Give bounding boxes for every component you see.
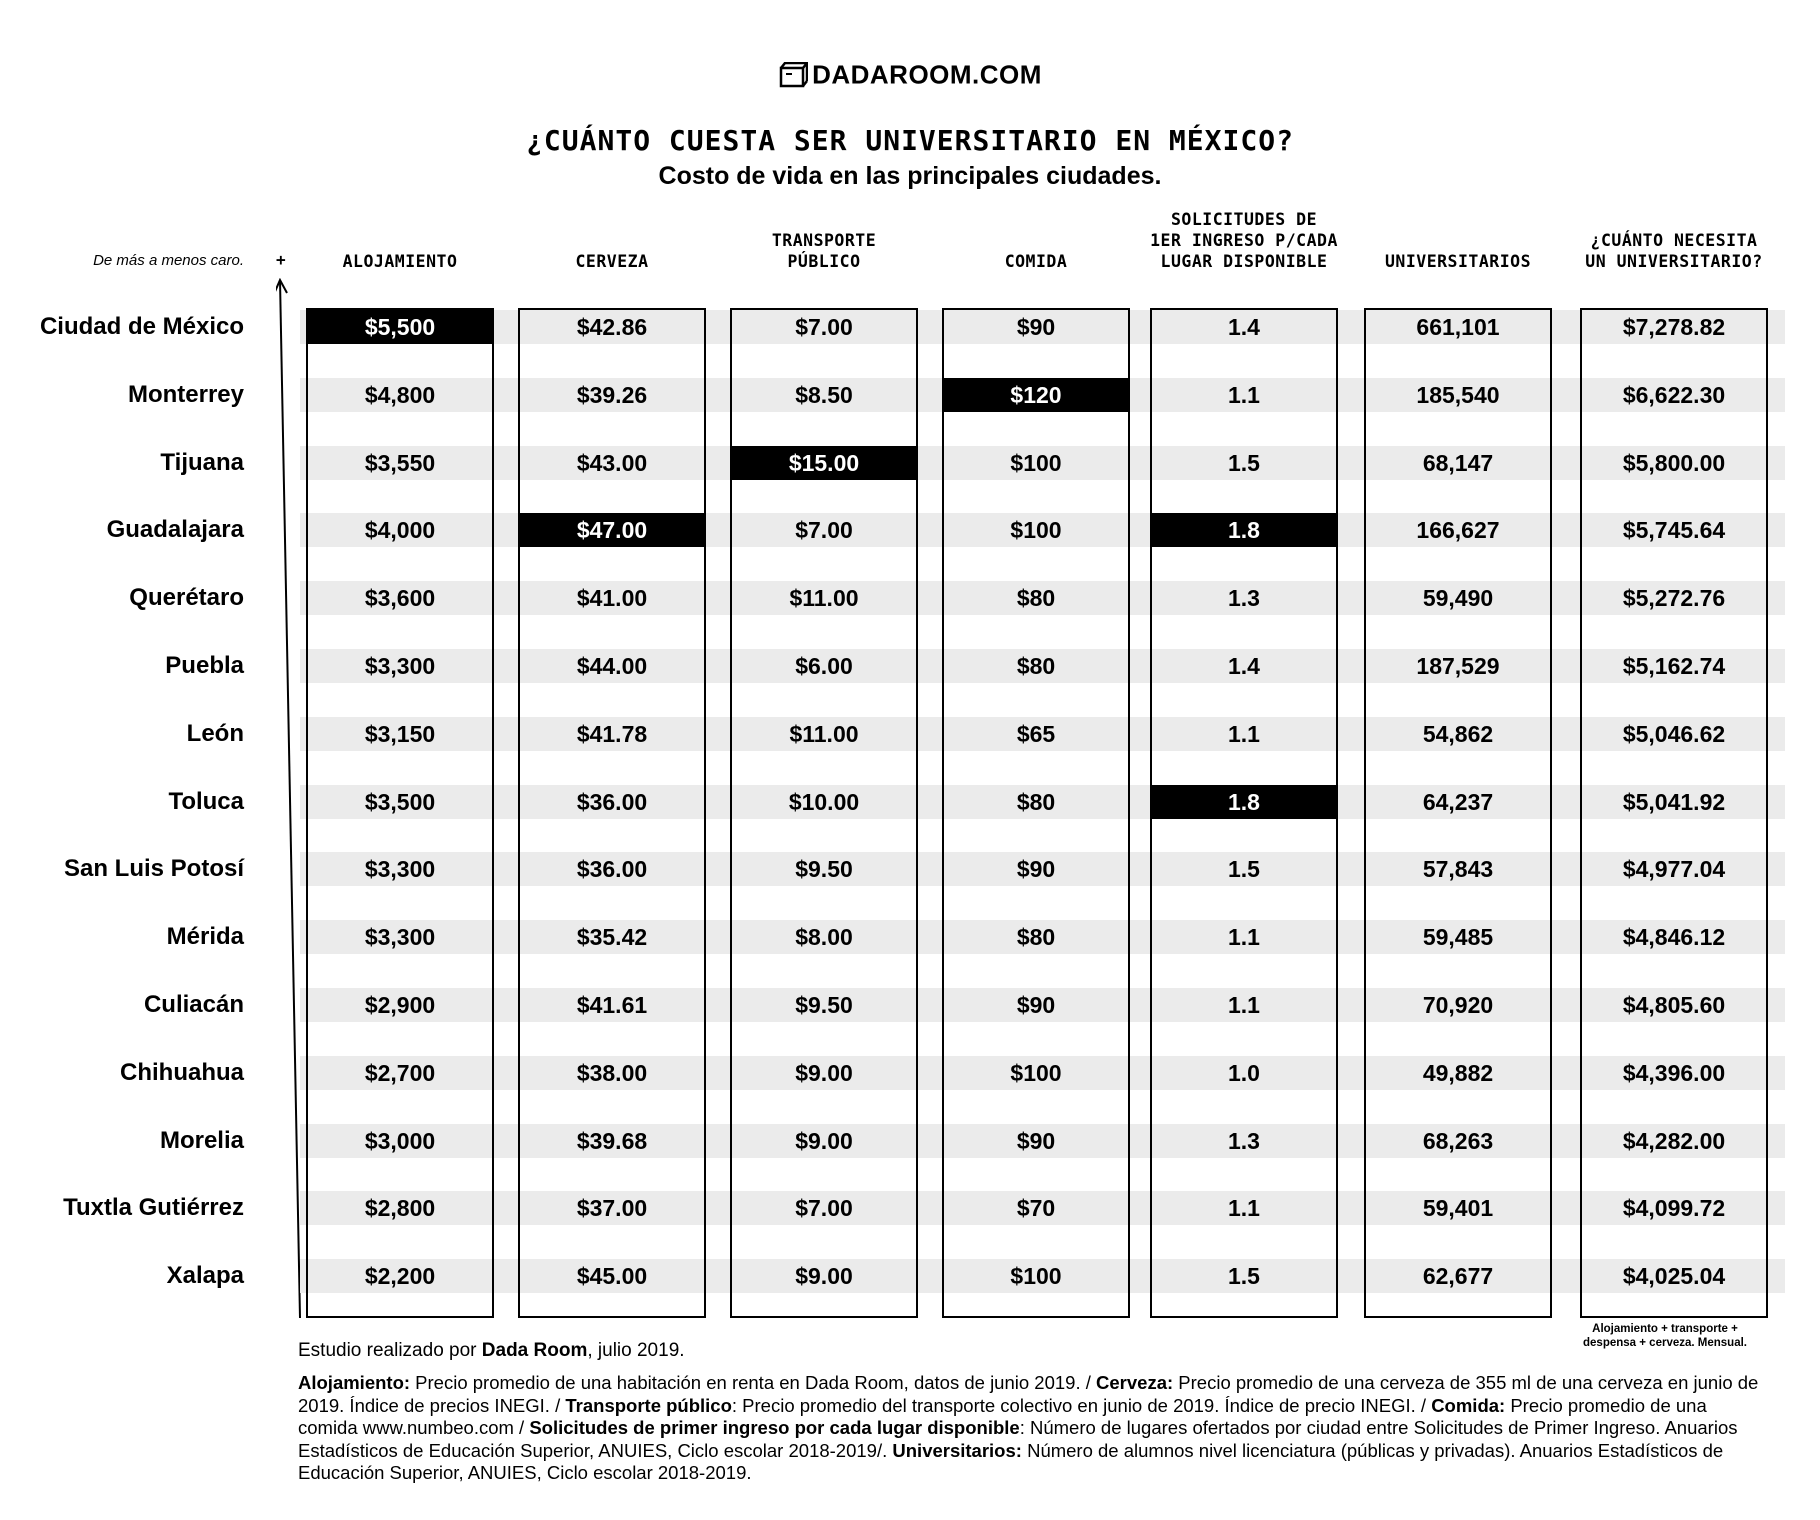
table-cell-cerveza: $41.61 bbox=[576, 992, 648, 1018]
table-cell-cerveza: $37.00 bbox=[576, 1195, 648, 1222]
table-cell-necesita: $6,622.30 bbox=[1622, 381, 1726, 408]
city-label: Ciudad de México bbox=[39, 313, 244, 340]
table-cell-transporte: $10.00 bbox=[788, 788, 860, 815]
table-cell-alojamiento: $3,500 bbox=[364, 788, 436, 815]
table-cell-universitarios: 62,677 bbox=[1422, 1263, 1494, 1290]
table-cell-comida: $90 bbox=[1016, 992, 1056, 1018]
table-cell-transporte: $11.00 bbox=[789, 585, 859, 612]
table-cell-alojamiento: $3,300 bbox=[364, 924, 436, 951]
table-cell-cerveza: $36.00 bbox=[576, 788, 648, 815]
table-cell-alojamiento: $3,300 bbox=[364, 856, 436, 883]
table-cell-solicitudes: 1.5 bbox=[1228, 1263, 1260, 1290]
table-cell-universitarios: 59,490 bbox=[1422, 585, 1494, 612]
table-cell-cerveza: $42.86 bbox=[576, 314, 648, 340]
table-cell-transporte: $8.50 bbox=[795, 381, 853, 408]
table-cell-necesita: $5,800.00 bbox=[1622, 449, 1726, 476]
table-cell-transporte: $7.00 bbox=[795, 1195, 853, 1222]
table-cell-universitarios: 187,529 bbox=[1416, 653, 1500, 679]
column-outline-necesita bbox=[1580, 308, 1768, 1318]
table-cell-cerveza: $38.00 bbox=[576, 1059, 648, 1086]
note-term: Alojamiento: bbox=[298, 1372, 411, 1393]
sum-footnote: Alojamiento + transporte + despensa + cerveza. Mensual. bbox=[1583, 1323, 1747, 1349]
city-label: Chihuahua bbox=[120, 1058, 244, 1086]
city-label: Querétaro bbox=[129, 584, 244, 612]
table-cell-cerveza: $36.00 bbox=[576, 856, 648, 883]
table-cell-necesita: $5,162.74 bbox=[1622, 653, 1726, 679]
table-cell-comida-highlight: $120 bbox=[944, 378, 1128, 412]
table-cell-cerveza: $43.00 bbox=[576, 449, 648, 476]
table-cell-alojamiento-highlight: $5,500 bbox=[308, 310, 492, 344]
note-text: Precio promedio de una cerveza de 355 ml de una cerveza en junio de 2019. Índice de precios INEGI. / bbox=[298, 1372, 1759, 1416]
table-cell-comida: $100 bbox=[1010, 1059, 1062, 1086]
table-cell-alojamiento: $3,600 bbox=[364, 585, 436, 612]
note-text: : Número de lugares ofertados por ciudad entre Solicitudes de Primer Ingreso. Anuarios Estadísticos de Educación Superior, ANUIES, Ciclo escolar 2018-2019/. bbox=[298, 1417, 1738, 1461]
table-cell-cerveza: $44.00 bbox=[576, 653, 648, 679]
table-cell-necesita: $5,041.92 bbox=[1622, 788, 1726, 815]
table-cell-alojamiento: $2,800 bbox=[364, 1195, 436, 1222]
column-header-necesita bbox=[1552, 230, 1796, 272]
table-cell-transporte-highlight: $15.00 bbox=[732, 446, 916, 480]
city-label: San Luis Potosí bbox=[63, 855, 244, 883]
table-cell-transporte: $11.00 bbox=[789, 720, 859, 747]
note-text: Precio promedio de una comida www.numbeo.com / bbox=[298, 1394, 1707, 1438]
table-cell-universitarios: 64,237 bbox=[1422, 788, 1494, 815]
credit-suffix: , julio 2019. bbox=[587, 1340, 685, 1361]
table-cell-alojamiento: $2,200 bbox=[364, 1263, 436, 1290]
column-header-universitarios bbox=[1336, 251, 1580, 272]
order-plus-sign: + bbox=[276, 250, 286, 269]
column-outline-solicitudes bbox=[1150, 308, 1338, 1318]
table-cell-solicitudes: 1.1 bbox=[1228, 381, 1260, 408]
table-cell-solicitudes: 1.1 bbox=[1228, 720, 1260, 747]
table-cell-universitarios: 57,843 bbox=[1422, 856, 1494, 883]
table-cell-solicitudes: 1.4 bbox=[1228, 653, 1260, 679]
table-cell-necesita: $4,396.00 bbox=[1622, 1059, 1726, 1086]
note-term: Universitarios: bbox=[892, 1439, 1022, 1461]
table-cell-necesita: $7,278.82 bbox=[1622, 314, 1726, 340]
table-cell-transporte: $7.00 bbox=[795, 517, 853, 544]
note-term: Transporte público bbox=[565, 1394, 732, 1416]
table-cell-comida: $80 bbox=[1016, 653, 1056, 679]
table-cell-transporte: $8.00 bbox=[795, 924, 853, 951]
column-header-text: ¿CUÁNTO NECESITA UN UNIVERSITARIO? bbox=[1585, 231, 1763, 271]
table-cell-solicitudes-highlight: 1.8 bbox=[1152, 513, 1336, 547]
table-cell-solicitudes: 1.5 bbox=[1228, 449, 1260, 476]
table-cell-cerveza: $39.68 bbox=[576, 1127, 648, 1154]
table-cell-cerveza: $39.26 bbox=[576, 381, 648, 408]
study-credit bbox=[298, 1340, 685, 1362]
note-term: Comida: bbox=[1431, 1394, 1506, 1416]
table-cell-alojamiento: $3,000 bbox=[364, 1127, 436, 1154]
table-cell-necesita: $4,282.00 bbox=[1622, 1127, 1726, 1154]
table-cell-cerveza-highlight: $47.00 bbox=[520, 513, 704, 547]
table-cell-universitarios: 70,920 bbox=[1422, 992, 1494, 1018]
table-cell-cerveza: $41.78 bbox=[576, 720, 648, 747]
city-label: Puebla bbox=[165, 652, 244, 679]
brand-name: DADAROOM.COM bbox=[812, 59, 1042, 90]
order-note: De más a menos caro. bbox=[93, 252, 244, 269]
table-cell-necesita: $4,846.12 bbox=[1622, 924, 1726, 951]
city-label: León bbox=[186, 719, 244, 747]
table-cell-universitarios: 54,862 bbox=[1422, 720, 1494, 747]
city-label: Culiacán bbox=[143, 991, 244, 1018]
table-cell-alojamiento: $3,550 bbox=[364, 449, 436, 476]
table-cell-necesita: $5,745.64 bbox=[1622, 517, 1726, 544]
column-outline-alojamiento bbox=[306, 308, 494, 1318]
note-text: Precio promedio de una habitación en renta en Dada Room, datos de junio 2019. / bbox=[410, 1372, 1097, 1393]
table-cell-alojamiento: $3,150 bbox=[364, 720, 436, 747]
table-cell-solicitudes: 1.4 bbox=[1228, 314, 1260, 340]
table-cell-comida: $100 bbox=[1010, 517, 1062, 544]
table-cell-alojamiento: $4,000 bbox=[364, 517, 436, 544]
table-cell-transporte: $9.00 bbox=[795, 1127, 853, 1154]
city-label: Mérida bbox=[166, 923, 244, 951]
note-term: Cerveza: bbox=[1096, 1372, 1174, 1393]
city-label: Toluca bbox=[168, 787, 244, 815]
column-outline-universitarios bbox=[1364, 308, 1552, 1318]
column-outline-cerveza bbox=[518, 308, 706, 1318]
table-cell-solicitudes: 1.1 bbox=[1228, 1195, 1260, 1222]
city-label: Xalapa bbox=[166, 1262, 244, 1290]
table-cell-comida: $90 bbox=[1016, 1127, 1056, 1154]
column-header-text: CERVEZA bbox=[575, 252, 649, 271]
table-cell-comida: $90 bbox=[1016, 856, 1056, 883]
column-header-transporte bbox=[702, 230, 946, 272]
table-cell-universitarios: 185,540 bbox=[1416, 381, 1500, 408]
table-cell-comida: $80 bbox=[1016, 788, 1056, 815]
table-cell-cerveza: $45.00 bbox=[576, 1263, 648, 1290]
table-cell-solicitudes-highlight: 1.8 bbox=[1152, 785, 1336, 819]
credit-prefix: Estudio realizado por bbox=[298, 1340, 482, 1361]
table-cell-necesita: $4,099.72 bbox=[1622, 1195, 1726, 1222]
table-cell-universitarios: 166,627 bbox=[1416, 517, 1500, 544]
note-text: Número de alumnos nivel licenciatura (públicas y privadas). Anuarios Estadísticos de Educación Superior, ANUIES, Ciclo escolar 2018-2019. bbox=[298, 1439, 1724, 1483]
table-cell-solicitudes: 1.0 bbox=[1228, 1059, 1260, 1086]
city-label: Monterrey bbox=[127, 380, 244, 408]
table-cell-transporte: $7.00 bbox=[795, 314, 853, 340]
table-cell-universitarios: 49,882 bbox=[1422, 1059, 1494, 1086]
note-term: Solicitudes de primer ingreso por cada lugar disponible bbox=[529, 1417, 1020, 1438]
table-cell-comida: $70 bbox=[1016, 1195, 1056, 1222]
table-cell-necesita: $5,272.76 bbox=[1622, 585, 1726, 612]
table-cell-cerveza: $35.42 bbox=[576, 924, 648, 951]
table-cell-cerveza: $41.00 bbox=[576, 585, 648, 612]
table-cell-necesita: $4,025.04 bbox=[1622, 1263, 1726, 1290]
table-cell-comida: $100 bbox=[1010, 1263, 1062, 1290]
page-subtitle: Costo de vida en las principales ciudades. bbox=[658, 162, 1162, 190]
table-cell-transporte: $9.50 bbox=[795, 992, 853, 1018]
table-cell-comida: $80 bbox=[1016, 585, 1056, 612]
city-label: Tuxtla Gutiérrez bbox=[63, 1194, 244, 1222]
table-cell-solicitudes: 1.1 bbox=[1228, 992, 1260, 1018]
table-cell-alojamiento: $3,300 bbox=[364, 653, 436, 679]
table-cell-solicitudes: 1.5 bbox=[1228, 856, 1260, 883]
city-label: Guadalajara bbox=[106, 516, 244, 544]
column-outline-comida bbox=[942, 308, 1130, 1318]
box-logo-icon bbox=[778, 62, 808, 88]
table-cell-comida: $65 bbox=[1016, 720, 1056, 747]
column-header-alojamiento bbox=[278, 251, 522, 272]
credit-author: Dada Room bbox=[481, 1340, 588, 1361]
city-label: Tijuana bbox=[160, 448, 244, 476]
table-cell-transporte: $9.50 bbox=[795, 856, 853, 883]
table-cell-necesita: $4,977.04 bbox=[1622, 856, 1726, 883]
column-header-text: COMIDA bbox=[1004, 252, 1068, 271]
table-cell-universitarios: 68,263 bbox=[1422, 1127, 1494, 1154]
table-cell-alojamiento: $2,900 bbox=[364, 992, 436, 1018]
table-cell-universitarios: 59,485 bbox=[1422, 924, 1494, 951]
table-cell-transporte: $6.00 bbox=[795, 653, 853, 679]
note-text: : Precio promedio del transporte colectivo en junio de 2019. Índice de precio INEGI. / bbox=[731, 1394, 1432, 1416]
table-cell-necesita: $4,805.60 bbox=[1622, 992, 1726, 1018]
table-cell-solicitudes: 1.3 bbox=[1228, 1127, 1260, 1154]
city-label: Morelia bbox=[159, 1126, 244, 1154]
table-cell-transporte: $9.00 bbox=[795, 1263, 853, 1290]
table-cell-universitarios: 59,401 bbox=[1422, 1195, 1494, 1222]
table-cell-comida: $90 bbox=[1016, 314, 1056, 340]
column-header-text: UNIVERSITARIOS bbox=[1384, 252, 1532, 271]
column-header-cerveza bbox=[490, 251, 734, 272]
table-cell-transporte: $9.00 bbox=[795, 1059, 853, 1086]
table-cell-universitarios: 68,147 bbox=[1422, 449, 1494, 476]
column-header-text: TRANSPORTE PÚBLICO bbox=[771, 231, 877, 271]
table-cell-necesita: $5,046.62 bbox=[1622, 720, 1726, 747]
table-cell-alojamiento: $2,700 bbox=[364, 1059, 436, 1086]
column-header-text: SOLICITUDES DE 1ER INGRESO P/CADA LUGAR DISPONIBLE bbox=[1150, 210, 1338, 271]
table-cell-comida: $100 bbox=[1010, 449, 1062, 476]
table-cell-solicitudes: 1.3 bbox=[1228, 585, 1260, 612]
column-outline-transporte bbox=[730, 308, 918, 1318]
methodology-notes bbox=[298, 1372, 1768, 1485]
table-cell-comida: $80 bbox=[1016, 924, 1056, 951]
table-cell-solicitudes: 1.1 bbox=[1228, 924, 1260, 951]
column-header-text: ALOJAMIENTO bbox=[342, 252, 458, 271]
page-title: ¿CUÁNTO CUESTA SER UNIVERSITARIO EN MÉXICO? bbox=[526, 124, 1294, 157]
table-cell-universitarios: 661,101 bbox=[1416, 314, 1500, 340]
table-cell-alojamiento: $4,800 bbox=[364, 381, 436, 408]
column-header-solicitudes bbox=[1122, 209, 1366, 272]
brand-logo bbox=[0, 58, 1820, 91]
